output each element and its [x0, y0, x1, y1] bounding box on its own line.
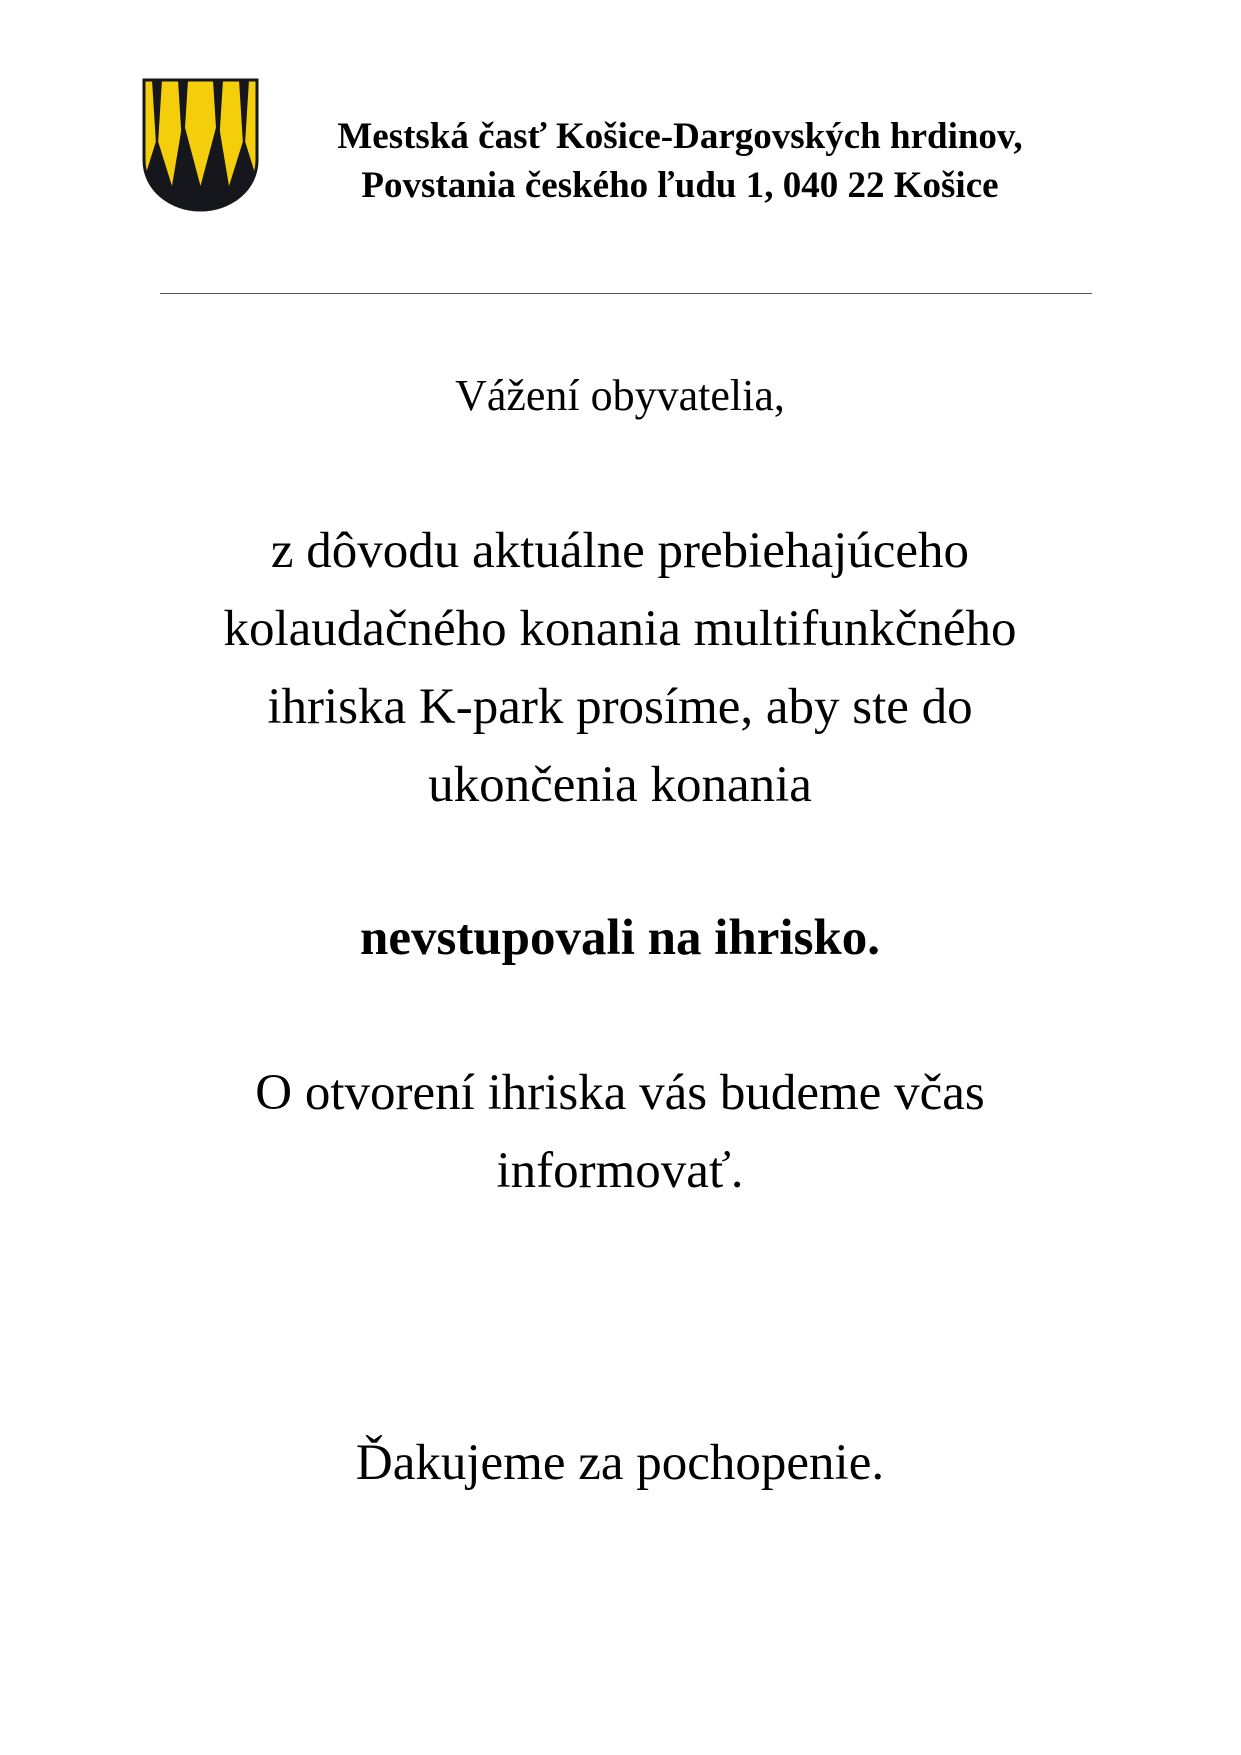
municipality-address: Povstania českého ľudu 1, 040 22 Košice	[361, 165, 999, 206]
info-line: informovať.	[496, 1143, 744, 1199]
coat-of-arms-icon	[142, 78, 259, 212]
header-divider	[160, 293, 1092, 294]
municipality-name: Mestská časť Košice-Dargovských hrdinov,	[337, 116, 1023, 157]
notice-emphasis: nevstupovali na ihrisko.	[359, 910, 881, 966]
notice-info	[120, 1054, 1120, 1210]
notice-message	[120, 512, 1120, 824]
message-line: z dôvodu aktuálne prebiehajúceho	[270, 523, 970, 579]
closing-thanks: Ďakujeme za pochopenie.	[355, 1435, 885, 1491]
message-line: kolaudačného konania multifunkčného	[223, 601, 1017, 657]
greeting: Vážení obyvatelia,	[455, 371, 785, 420]
info-line: O otvorení ihriska vás budeme včas	[255, 1065, 985, 1121]
message-line: ukončenia konania	[428, 757, 812, 813]
message-line: ihriska K-park prosíme, aby ste do	[267, 679, 973, 735]
municipality-header	[260, 112, 1100, 210]
